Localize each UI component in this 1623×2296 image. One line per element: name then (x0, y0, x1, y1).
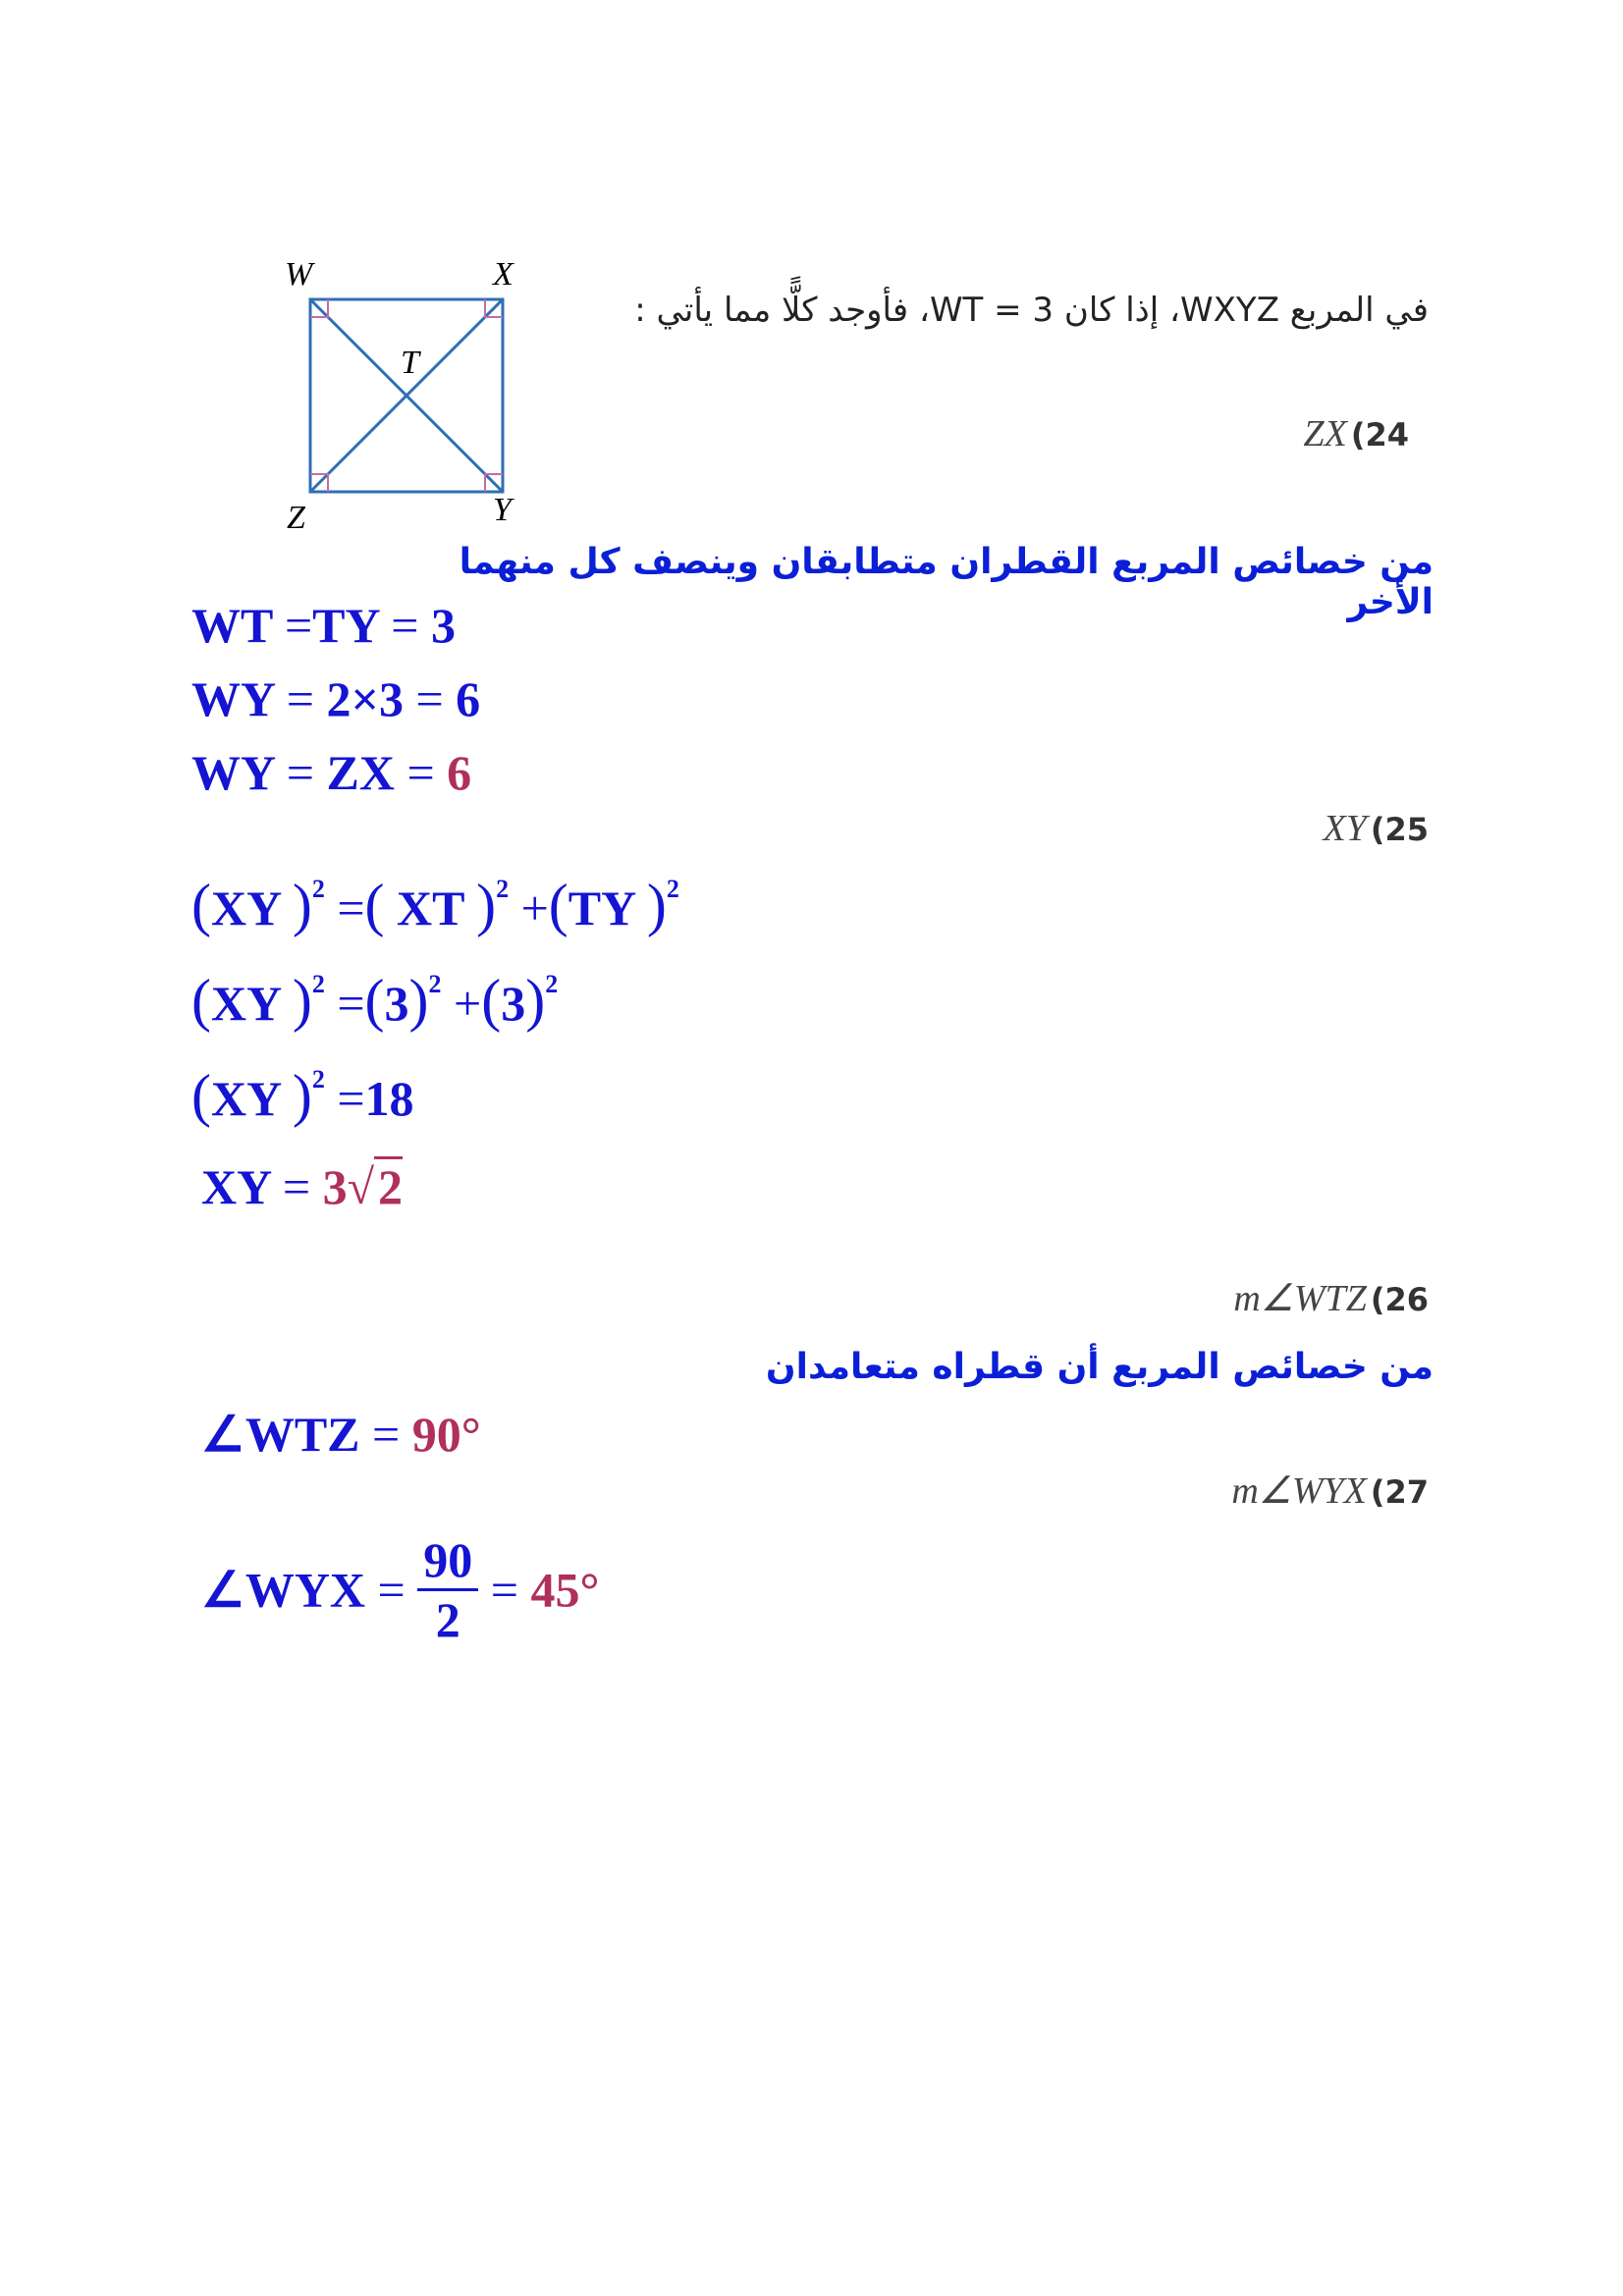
problem-intro: في المربع WXYZ، إذا كان WT = 3، فأوجد كلًّا مما يأتي : (634, 291, 1429, 330)
q25-number: (25 (1370, 811, 1429, 848)
q27-number: (27 (1370, 1473, 1429, 1511)
q25-label: XY (1323, 808, 1367, 849)
vertex-t: T (401, 345, 419, 381)
q25-line-4: XY = 3√2 (201, 1158, 403, 1215)
q25-line-3: (XY )$^2$ =18 (191, 1063, 414, 1128)
q24-header (1303, 412, 1409, 455)
q27-line: ∠WYX = $\frac{90}{2}$ = 45° (201, 1532, 600, 1647)
q26-number: (26 (1370, 1281, 1429, 1318)
q25-line-2: (XY )$^2 =(3)^2 +(3)^2$ (191, 968, 559, 1033)
q26-note: من خصائص المربع أن قطراه متعامدان (765, 1347, 1434, 1387)
q27-label: m∠WYX (1231, 1470, 1367, 1512)
vertex-y: Y (493, 492, 512, 528)
q25-result-radicand: 2 (374, 1156, 403, 1214)
q24-number: (24 (1350, 416, 1409, 454)
q24-result: 6 (447, 745, 472, 800)
q24-line-1: WT =TY = 3 (191, 598, 456, 653)
q27-result: 45° (530, 1562, 600, 1618)
q26-result: 90° (411, 1407, 481, 1462)
q27-fraction: $\frac{90}{2}$ (417, 1531, 478, 1648)
q25-line-1: (XY )$^2$ =( XT )$^2$ +(TY )$^2$ (191, 873, 679, 937)
vertex-w: W (285, 256, 313, 293)
q24-line-3: WY = ZX = 6 (191, 745, 472, 800)
q24-line-2: WY = 2×3 = 6 (191, 671, 481, 726)
vertex-x: X (493, 256, 514, 293)
q25-header (1323, 807, 1429, 850)
q26-line: ∠WTZ = 90° (201, 1407, 481, 1462)
q24-label: ZX (1303, 413, 1347, 454)
q24-note: من خصائص المربع القطران متطابقان وينصف كل منهما الأخر (459, 542, 1434, 622)
q26-label: m∠WTZ (1233, 1278, 1367, 1319)
vertex-z: Z (287, 500, 305, 536)
square-diagram (265, 245, 560, 560)
q27-header (1231, 1468, 1429, 1513)
q26-header (1233, 1276, 1429, 1320)
